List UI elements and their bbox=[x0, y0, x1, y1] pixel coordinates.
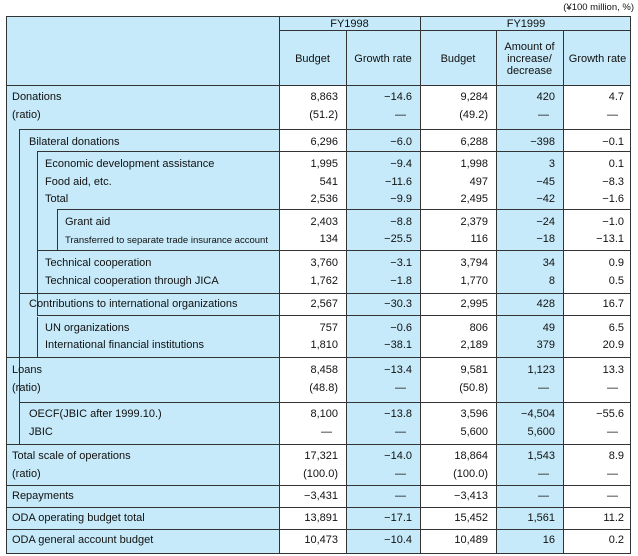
row-label: Technical cooperation bbox=[45, 257, 152, 269]
row-label: Technical cooperation through JICA bbox=[45, 275, 219, 287]
row-label: (ratio) bbox=[12, 382, 41, 394]
cell-a99: 1,561 bbox=[527, 512, 555, 524]
cell-b99: 3,794 bbox=[460, 257, 488, 269]
cell-b99: −3,413 bbox=[454, 490, 488, 502]
fy1998-budget-header: Budget bbox=[295, 53, 330, 65]
cell-b98: 2,536 bbox=[310, 193, 338, 205]
cell-g99: — bbox=[607, 382, 618, 394]
cell-b99: 2,379 bbox=[460, 216, 488, 228]
cell-g99: 0.1 bbox=[608, 158, 624, 170]
cell-a99: 49 bbox=[542, 322, 555, 334]
cell-a99: −42 bbox=[536, 193, 555, 205]
fy1999-growth-header: Growth rate bbox=[568, 53, 627, 65]
cell-a99: 5,600 bbox=[527, 426, 555, 438]
cell-g99: −1.6 bbox=[602, 193, 624, 205]
band-fy1999-budget bbox=[420, 85, 496, 553]
cell-b99: 2,995 bbox=[460, 298, 488, 310]
cell-b99: 6,288 bbox=[460, 136, 488, 148]
cell-a99: 16 bbox=[542, 534, 555, 546]
row-line bbox=[37, 151, 630, 152]
col-line-2 bbox=[346, 30, 347, 553]
cell-a99: 8 bbox=[548, 275, 555, 287]
cell-g98: −11.6 bbox=[384, 176, 412, 188]
fy1998-header: FY1998 bbox=[330, 18, 369, 30]
row-line bbox=[7, 485, 630, 486]
cell-b99: 2,189 bbox=[460, 339, 488, 351]
row-label: Repayments bbox=[12, 490, 74, 502]
cell-b98: (100.0) bbox=[303, 468, 338, 480]
row-label: ODA operating budget total bbox=[12, 512, 145, 524]
cell-b99: 2,495 bbox=[460, 193, 488, 205]
cell-a99: −18 bbox=[536, 233, 555, 245]
cell-g98: — bbox=[395, 468, 406, 480]
row-label: Donations bbox=[12, 91, 62, 103]
oda-budget-table bbox=[6, 16, 631, 554]
cell-g99: 8.9 bbox=[608, 450, 624, 462]
cell-g98: −25.5 bbox=[384, 233, 412, 245]
col-line-1 bbox=[279, 17, 280, 553]
cell-b99: (50.8) bbox=[459, 382, 488, 394]
cell-g98: −9.9 bbox=[390, 193, 412, 205]
cell-g98: −38.1 bbox=[384, 339, 412, 351]
band-fy1999-growth bbox=[563, 85, 630, 553]
row-label: Food aid, etc. bbox=[45, 176, 112, 188]
col-line-5 bbox=[563, 30, 564, 553]
cell-b99: 116 bbox=[470, 233, 488, 245]
cell-b98: 6,296 bbox=[310, 136, 338, 148]
cell-a99: −398 bbox=[530, 136, 555, 148]
cell-a99: −45 bbox=[536, 176, 555, 188]
row-line bbox=[7, 529, 630, 530]
cell-g98: — bbox=[395, 109, 406, 121]
col-line-3 bbox=[420, 17, 421, 553]
cell-b98: 8,100 bbox=[310, 408, 338, 420]
cell-a99: 1,123 bbox=[527, 364, 555, 376]
cell-a99: 428 bbox=[536, 298, 555, 310]
cell-b98: 8,458 bbox=[310, 364, 338, 376]
row-label: UN organizations bbox=[45, 322, 130, 334]
row-label: International financial institutions bbox=[45, 339, 204, 351]
row-line bbox=[37, 250, 630, 251]
band-fy1998-budget bbox=[279, 85, 346, 553]
row-line bbox=[7, 357, 630, 358]
row-label: Total scale of operations bbox=[12, 450, 131, 462]
cell-g99: — bbox=[607, 468, 618, 480]
row-label: (ratio) bbox=[12, 468, 41, 480]
cell-g98: −1.8 bbox=[390, 275, 412, 287]
row-label: ODA general account budget bbox=[12, 534, 154, 546]
row-line bbox=[37, 315, 630, 316]
cell-g98: −3.1 bbox=[390, 257, 412, 269]
row-label: Economic development assistance bbox=[45, 158, 215, 170]
cell-g98: −17.1 bbox=[384, 512, 412, 524]
cell-b99: 1,770 bbox=[460, 275, 488, 287]
cell-g98: −13.8 bbox=[384, 408, 412, 420]
cell-g99: −13.1 bbox=[596, 233, 624, 245]
fy1999-amount-header: Amount of increase/ decrease bbox=[504, 41, 555, 77]
cell-g98: — bbox=[395, 426, 406, 438]
cell-b98: (51.2) bbox=[309, 109, 338, 121]
cell-a99: −24 bbox=[536, 216, 555, 228]
cell-b98: 2,403 bbox=[310, 216, 338, 228]
cell-a99: 420 bbox=[536, 91, 555, 103]
col-line-4 bbox=[496, 30, 497, 553]
row-line bbox=[57, 209, 630, 210]
cell-b98: 2,567 bbox=[310, 298, 338, 310]
cell-b99: 3,596 bbox=[460, 408, 488, 420]
cell-g98: −14.6 bbox=[384, 91, 412, 103]
cell-b98: 1,762 bbox=[310, 275, 338, 287]
cell-b99: 9,581 bbox=[460, 364, 488, 376]
cell-g98: −9.4 bbox=[390, 158, 412, 170]
cell-a99: −4,504 bbox=[521, 408, 555, 420]
cell-b99: 497 bbox=[469, 176, 488, 188]
cell-b99: 806 bbox=[469, 322, 488, 334]
cell-g98: −6.0 bbox=[390, 136, 412, 148]
fy1999-budget-header: Budget bbox=[440, 53, 476, 65]
row-label: Loans bbox=[12, 364, 42, 376]
cell-g99: 20.9 bbox=[602, 339, 624, 351]
row-label: Contributions to international organizations bbox=[29, 298, 238, 310]
row-line bbox=[19, 129, 630, 130]
cell-b98: 17,321 bbox=[304, 450, 338, 462]
header-bottom-line bbox=[7, 85, 630, 86]
cell-a99: — bbox=[538, 109, 549, 121]
row-label: OECF(JBIC after 1999.10.) bbox=[29, 408, 162, 420]
cell-g98: −14.0 bbox=[384, 450, 412, 462]
cell-g98: −10.4 bbox=[384, 534, 412, 546]
cell-b98: (48.8) bbox=[309, 382, 338, 394]
cell-g99: 11.2 bbox=[603, 512, 624, 524]
row-line bbox=[19, 402, 630, 403]
cell-b99: 10,489 bbox=[454, 534, 488, 546]
cell-b98: 3,760 bbox=[310, 257, 338, 269]
row-label: Grant aid bbox=[65, 216, 111, 228]
fy1999-header: FY1999 bbox=[506, 18, 546, 30]
cell-b98: 8,863 bbox=[310, 91, 338, 103]
cell-g98: −0.6 bbox=[390, 322, 412, 334]
cell-b98: — bbox=[321, 426, 332, 438]
cell-g98: −8.8 bbox=[390, 216, 412, 228]
row-label: (ratio) bbox=[12, 109, 41, 121]
cell-g98: — bbox=[395, 490, 406, 502]
cell-g99: — bbox=[607, 426, 618, 438]
cell-a99: 379 bbox=[536, 339, 555, 351]
cell-g98: — bbox=[395, 382, 406, 394]
cell-g98: −13.4 bbox=[384, 364, 412, 376]
row-label: Total bbox=[45, 193, 69, 205]
cell-b99: (49.2) bbox=[459, 109, 488, 121]
row-line bbox=[7, 507, 630, 508]
cell-g99: 0.9 bbox=[608, 257, 624, 269]
cell-a99: 1,543 bbox=[527, 450, 555, 462]
cell-b99: 1,998 bbox=[460, 158, 488, 170]
row-line bbox=[7, 444, 630, 445]
cell-b98: −3,431 bbox=[304, 490, 338, 502]
cell-g99: −1.0 bbox=[602, 216, 624, 228]
year-header-line bbox=[279, 30, 630, 31]
indent-line-2 bbox=[37, 151, 38, 315]
cell-g99: 16.7 bbox=[602, 298, 624, 310]
cell-b98: 13,891 bbox=[304, 512, 338, 524]
unit-note: (¥100 million, %) bbox=[563, 2, 634, 13]
cell-b99: (100.0) bbox=[453, 468, 488, 480]
cell-b99: 18,864 bbox=[454, 450, 488, 462]
cell-b98: 10,473 bbox=[304, 534, 338, 546]
cell-b98: 1,810 bbox=[310, 339, 338, 351]
cell-b98: 757 bbox=[319, 322, 338, 334]
cell-g99: 4.7 bbox=[608, 91, 624, 103]
row-label: Transferred to separate trade insurance account bbox=[65, 235, 268, 246]
row-label: Bilateral donations bbox=[29, 136, 120, 148]
cell-g99: −0.1 bbox=[602, 136, 624, 148]
fy1998-growth-header: Growth rate bbox=[354, 53, 412, 65]
cell-g99: 13.3 bbox=[602, 364, 624, 376]
cell-a99: 34 bbox=[542, 257, 555, 269]
cell-b99: 9,284 bbox=[460, 91, 488, 103]
cell-a99: — bbox=[538, 468, 549, 480]
cell-b99: 5,600 bbox=[460, 426, 488, 438]
cell-b98: 541 bbox=[319, 176, 338, 188]
cell-b98: 1,995 bbox=[310, 158, 338, 170]
cell-g99: 0.2 bbox=[608, 534, 624, 546]
indent-line-3 bbox=[57, 209, 58, 250]
indent-line-5 bbox=[19, 402, 20, 444]
cell-g99: −55.6 bbox=[596, 408, 624, 420]
row-label: JBIC bbox=[29, 426, 53, 438]
cell-a99: — bbox=[538, 490, 549, 502]
cell-b98: 134 bbox=[319, 233, 338, 245]
indent-line-4 bbox=[37, 317, 38, 357]
cell-g99: — bbox=[607, 109, 618, 121]
cell-a99: — bbox=[538, 382, 549, 394]
cell-g99: 6.5 bbox=[608, 322, 624, 334]
cell-b99: 15,452 bbox=[454, 512, 488, 524]
cell-g99: — bbox=[607, 490, 618, 502]
cell-g99: 0.5 bbox=[608, 275, 624, 287]
row-line bbox=[19, 293, 630, 294]
cell-g99: −8.3 bbox=[602, 176, 624, 188]
cell-g98: −30.3 bbox=[384, 298, 412, 310]
cell-a99: 3 bbox=[548, 158, 555, 170]
